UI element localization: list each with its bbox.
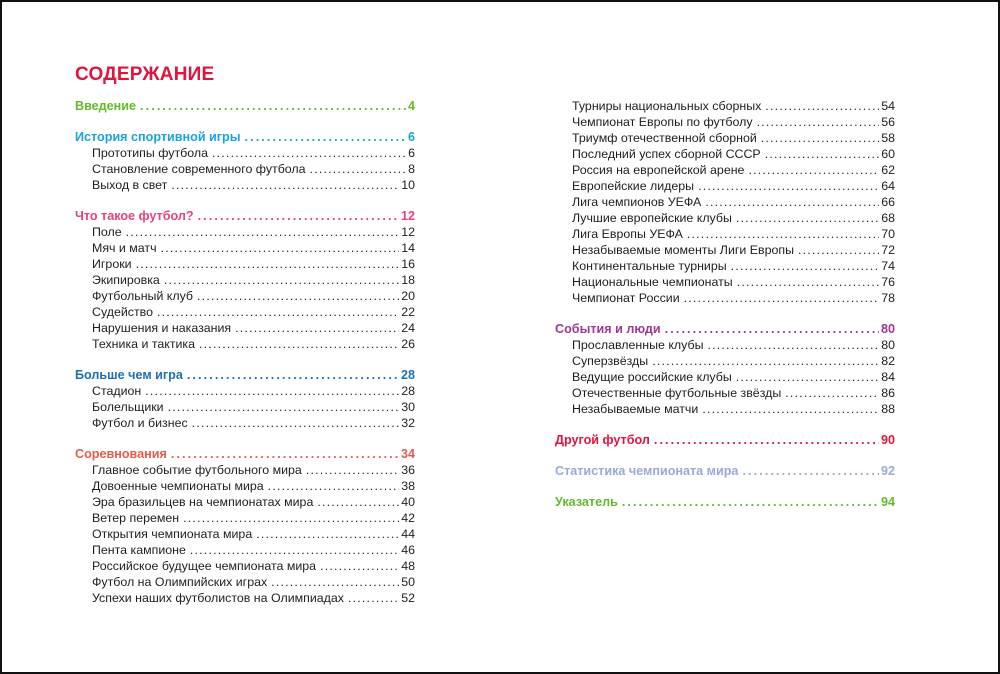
page-number: 72 xyxy=(881,243,895,257)
page-number: 82 xyxy=(881,354,895,368)
page-number: 94 xyxy=(880,495,895,509)
entry-title: Континентальные турниры xyxy=(572,259,727,273)
page-number: 10 xyxy=(401,178,415,192)
dot-leader xyxy=(161,240,400,256)
toc-entry[interactable] xyxy=(75,272,415,288)
toc-entry[interactable] xyxy=(75,256,415,272)
page-number: 16 xyxy=(401,257,415,271)
page-number: 86 xyxy=(881,386,895,400)
dot-leader xyxy=(235,320,399,336)
page-number: 90 xyxy=(880,433,895,447)
entry-title: Пента кампионе xyxy=(92,543,186,557)
page-number: 38 xyxy=(401,479,415,493)
toc-entry[interactable] xyxy=(75,478,415,494)
toc-section xyxy=(555,321,895,417)
dot-leader xyxy=(310,161,407,177)
toc-entry[interactable] xyxy=(555,114,895,130)
page-number: 48 xyxy=(401,559,415,573)
dot-leader xyxy=(761,130,879,146)
page-number: 78 xyxy=(881,291,895,305)
toc-entry[interactable] xyxy=(555,337,895,353)
entry-title: Открытия чемпионата мира xyxy=(92,527,253,541)
toc-section-heading[interactable] xyxy=(555,321,895,337)
toc-entry[interactable] xyxy=(75,240,415,256)
entry-title: Нарушения и наказания xyxy=(92,321,232,335)
toc-entry[interactable] xyxy=(555,146,895,162)
dot-leader xyxy=(271,574,399,590)
dot-leader xyxy=(736,369,879,385)
dot-leader xyxy=(320,558,399,574)
dot-leader xyxy=(348,590,399,606)
page-number: 80 xyxy=(881,338,895,352)
toc-entry[interactable] xyxy=(555,290,895,306)
entry-title: Поле xyxy=(92,225,122,239)
dot-leader xyxy=(168,399,400,415)
entry-title: Выход в свет xyxy=(92,178,168,192)
toc-entry[interactable] xyxy=(75,510,415,526)
dot-leader xyxy=(731,258,880,274)
dot-leader xyxy=(654,432,879,448)
entry-title: Становление современного футбола xyxy=(92,162,306,176)
toc-entry[interactable] xyxy=(75,145,415,161)
dot-leader xyxy=(212,145,406,161)
entry-title: Стадион xyxy=(92,384,142,398)
page-number: 62 xyxy=(881,163,895,177)
entry-title: Чемпионат Европы по футболу xyxy=(572,115,753,129)
entry-title: Российское будущее чемпионата мира xyxy=(92,559,317,573)
toc-entry[interactable] xyxy=(75,526,415,542)
toc-entry[interactable] xyxy=(555,274,895,290)
toc-entry[interactable] xyxy=(555,162,895,178)
entry-title: Игроки xyxy=(92,257,132,271)
entry-title: Незабываемые матчи xyxy=(572,402,699,416)
page-number: 12 xyxy=(401,225,415,239)
page-number: 68 xyxy=(881,211,895,225)
entry-title: Футбол на Олимпийских играх xyxy=(92,575,268,589)
dot-leader xyxy=(199,336,399,352)
toc-section-heading[interactable] xyxy=(75,98,415,114)
toc-section-heading[interactable] xyxy=(555,494,895,510)
toc-section xyxy=(555,432,895,448)
toc-entry[interactable] xyxy=(75,177,415,193)
toc-section xyxy=(555,463,895,479)
section-title: Указатель xyxy=(555,495,618,509)
page-number: 44 xyxy=(401,527,415,541)
page-number: 30 xyxy=(401,400,415,414)
toc-entry[interactable] xyxy=(555,226,895,242)
dot-leader xyxy=(317,494,399,510)
dot-leader xyxy=(171,177,399,193)
dot-leader xyxy=(702,401,879,417)
section-title: История спортивной игры xyxy=(75,130,241,144)
toc-entry[interactable] xyxy=(555,130,895,146)
toc-entry[interactable] xyxy=(555,194,895,210)
entry-title: Прототипы футбола xyxy=(92,146,208,160)
page-title: СОДЕРЖАНИЕ xyxy=(75,64,215,85)
page-number: 22 xyxy=(401,305,415,319)
section-title: Что такое футбол? xyxy=(75,209,194,223)
toc-entry[interactable] xyxy=(75,320,415,336)
page-number: 74 xyxy=(881,259,895,273)
toc-left-column xyxy=(75,98,415,621)
dot-leader xyxy=(742,463,879,479)
entry-title: Ведущие российские клубы xyxy=(572,370,732,384)
page-number: 40 xyxy=(401,495,415,509)
page-number: 88 xyxy=(881,402,895,416)
section-title: Статистика чемпионата мира xyxy=(555,464,739,478)
entry-title: Экипировка xyxy=(92,273,160,287)
toc-entry[interactable] xyxy=(75,224,415,240)
entry-title: Европейские лидеры xyxy=(572,179,695,193)
page-number: 70 xyxy=(881,227,895,241)
toc-section xyxy=(75,98,415,114)
toc-section-heading[interactable] xyxy=(75,129,415,145)
page-number: 80 xyxy=(880,322,895,336)
page-number: 24 xyxy=(401,321,415,335)
dot-leader xyxy=(145,383,399,399)
page-number: 66 xyxy=(881,195,895,209)
entry-title: Лига чемпионов УЕФА xyxy=(572,195,702,209)
toc-continued-items xyxy=(555,98,895,306)
toc-entry[interactable] xyxy=(555,385,895,401)
entry-title: Триумф отечественной сборной xyxy=(572,131,757,145)
page-number: 58 xyxy=(881,131,895,145)
dot-leader xyxy=(136,256,400,272)
page-number: 28 xyxy=(400,368,415,382)
entry-title: Футбол и бизнес xyxy=(92,416,188,430)
toc-entry[interactable] xyxy=(75,590,415,606)
entry-title: Судейство xyxy=(92,305,153,319)
dot-leader xyxy=(765,98,879,114)
toc-section-heading[interactable] xyxy=(555,432,895,448)
toc-entry[interactable] xyxy=(75,494,415,510)
dot-leader xyxy=(126,224,400,240)
dot-leader xyxy=(171,446,399,462)
toc-section xyxy=(75,367,415,431)
section-title: Другой футбол xyxy=(555,433,650,447)
page-number: 54 xyxy=(881,99,895,113)
entry-title: Мяч и матч xyxy=(92,241,157,255)
page-number: 60 xyxy=(881,147,895,161)
toc-entry[interactable] xyxy=(75,336,415,352)
page-number: 20 xyxy=(401,289,415,303)
page-number: 18 xyxy=(401,273,415,287)
dot-leader xyxy=(665,321,879,337)
page-number: 26 xyxy=(401,337,415,351)
dot-leader xyxy=(765,146,880,162)
page-number: 42 xyxy=(401,511,415,525)
entry-title: Довоенные чемпионаты мира xyxy=(92,479,264,493)
toc-entry[interactable] xyxy=(75,304,415,320)
section-title: Соревнования xyxy=(75,447,167,461)
dot-leader xyxy=(705,194,879,210)
toc-section-heading[interactable] xyxy=(555,463,895,479)
dot-leader xyxy=(748,162,879,178)
dot-leader xyxy=(268,478,400,494)
entry-title: Прославленные клубы xyxy=(572,338,704,352)
toc-section xyxy=(555,494,895,510)
section-title: События и люди xyxy=(555,322,661,336)
toc-entry[interactable] xyxy=(555,210,895,226)
toc-entry[interactable] xyxy=(555,178,895,194)
entry-title: Чемпионат России xyxy=(572,291,680,305)
page-number: 56 xyxy=(881,115,895,129)
entry-title: Ветер перемен xyxy=(92,511,180,525)
toc-entry[interactable] xyxy=(75,558,415,574)
entry-title: Эра бразильцев на чемпионатах мира xyxy=(92,495,314,509)
dot-leader xyxy=(798,242,879,258)
page-number: 36 xyxy=(401,463,415,477)
toc-entry[interactable] xyxy=(75,542,415,558)
page-number: 76 xyxy=(881,275,895,289)
entry-title: Футбольный клуб xyxy=(92,289,194,303)
entry-title: Турниры национальных сборных xyxy=(572,99,762,113)
toc-section xyxy=(75,129,415,193)
page-number: 8 xyxy=(408,162,415,176)
toc-section xyxy=(75,208,415,352)
toc-entry[interactable] xyxy=(555,242,895,258)
entry-title: Лучшие европейские клубы xyxy=(572,211,732,225)
entry-title: Незабываемые моменты Лиги Европы xyxy=(572,243,794,257)
entry-title: Суперзвёзды xyxy=(572,354,649,368)
dot-leader xyxy=(707,337,879,353)
toc-section-heading[interactable] xyxy=(75,208,415,224)
dot-leader xyxy=(157,304,399,320)
entry-title: Техника и тактика xyxy=(92,337,196,351)
toc-entry[interactable] xyxy=(75,161,415,177)
page-number: 84 xyxy=(881,370,895,384)
toc-entry[interactable] xyxy=(75,574,415,590)
page-number: 50 xyxy=(401,575,415,589)
entry-title: Болельщики xyxy=(92,400,164,414)
toc-entry[interactable] xyxy=(75,415,415,431)
dot-leader xyxy=(698,178,879,194)
toc-section xyxy=(75,446,415,606)
entry-title: Последний успех сборной СССР xyxy=(572,147,761,161)
dot-leader xyxy=(687,226,879,242)
entry-title: Отечественные футбольные звёзды xyxy=(572,386,782,400)
entry-title: Лига Европы УЕФА xyxy=(572,227,683,241)
toc-entry[interactable] xyxy=(555,98,895,114)
dot-leader xyxy=(197,288,399,304)
dot-leader xyxy=(757,114,880,130)
dot-leader xyxy=(183,510,399,526)
entry-title: Россия на европейской арене xyxy=(572,163,745,177)
section-title: Больше чем игра xyxy=(75,368,183,382)
toc-entry[interactable] xyxy=(75,383,415,399)
dot-leader xyxy=(164,272,399,288)
dot-leader xyxy=(737,274,880,290)
dot-leader xyxy=(306,462,399,478)
page-number: 14 xyxy=(401,241,415,255)
toc-entry[interactable] xyxy=(555,353,895,369)
toc-entry[interactable] xyxy=(75,288,415,304)
toc-entry[interactable] xyxy=(75,462,415,478)
page-number: 52 xyxy=(401,591,415,605)
page-number: 92 xyxy=(880,464,895,478)
page-number: 12 xyxy=(400,209,415,223)
entry-title: Национальные чемпионаты xyxy=(572,275,733,289)
page-number: 34 xyxy=(400,447,415,461)
dot-leader xyxy=(187,367,399,383)
page-number: 6 xyxy=(407,130,415,144)
dot-leader xyxy=(684,290,880,306)
toc-entry[interactable] xyxy=(75,399,415,415)
dot-leader xyxy=(256,526,399,542)
toc-right-column xyxy=(555,98,895,525)
dot-leader xyxy=(785,385,879,401)
dot-leader xyxy=(652,353,879,369)
toc-section-heading[interactable] xyxy=(75,446,415,462)
dot-leader xyxy=(622,494,879,510)
dot-leader xyxy=(192,415,400,431)
toc-section-heading[interactable] xyxy=(75,367,415,383)
page-number: 64 xyxy=(881,179,895,193)
dot-leader xyxy=(140,98,406,114)
entry-title: Главное событие футбольного мира xyxy=(92,463,302,477)
entry-title: Успехи наших футболистов на Олимпиадах xyxy=(92,591,344,605)
page-number: 32 xyxy=(401,416,415,430)
section-title: Введение xyxy=(75,99,137,113)
page-number: 4 xyxy=(407,99,415,113)
toc-entry[interactable] xyxy=(555,401,895,417)
toc-entry[interactable] xyxy=(555,258,895,274)
page-number: 46 xyxy=(401,543,415,557)
dot-leader xyxy=(245,129,406,145)
dot-leader xyxy=(736,210,879,226)
dot-leader xyxy=(190,542,399,558)
toc-entry[interactable] xyxy=(555,369,895,385)
dot-leader xyxy=(198,208,399,224)
page-number: 6 xyxy=(408,146,415,160)
page-number: 28 xyxy=(401,384,415,398)
